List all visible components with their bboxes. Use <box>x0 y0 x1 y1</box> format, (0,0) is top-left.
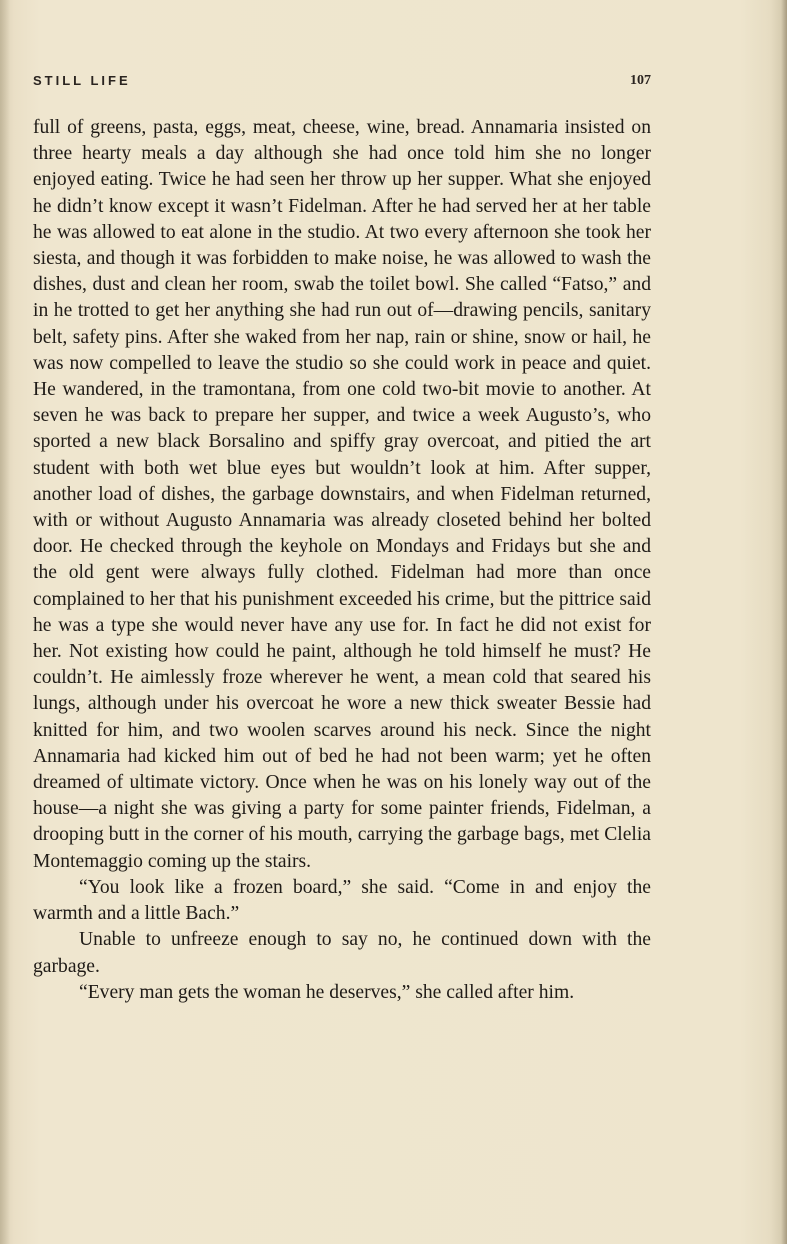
page-edge <box>781 0 787 1244</box>
running-title: STILL LIFE <box>33 73 131 88</box>
page-number: 107 <box>630 73 651 88</box>
paragraph: “Every man gets the woman he deserves,” she called after him. <box>79 981 575 1003</box>
paragraph: Unable to unfreeze enough to say no, he continued down with the garbage. <box>33 929 651 977</box>
body-text <box>33 115 651 1006</box>
paragraph: “You look like a frozen board,” she said. “Come in and enjoy the warmth and a little Bach.” <box>33 876 651 925</box>
running-head <box>33 73 651 93</box>
spine-shadow <box>0 0 10 1244</box>
paragraph: full of greens, pasta, eggs, meat, cheese, wine, bread. Annamaria insisted on three hearty meals a day although she had once told him she no longer enjoyed eating. Twice he had seen her throw up her supper. What she enjoyed he didn’t know except it wasn’t Fidelman. After he had served her at her table he was allowed to eat alone in the studio. At two every afternoon she took her siesta, and though it was forbidden to make noise, he was allowed to wash the dishes, dust and clean her room, swab the toilet bowl. She called “Fatso,” and in he trotted to get her anything she had run out of—drawing pencils, sanitary belt, safety pins. After she waked from her nap, rain or shine, snow or hail, he was now compelled to leave the studio so she could work in peace and quiet. He wandered, in the tramontana, from one cold two-bit movie to another. At seven he was back to prepare her supper, and twice a week Augusto’s, who sported a new black Borsalino and spiffy gray overcoat, and pitied the art student with both wet blue eyes but wouldn’t look at him. After supper, another load of dishes, the garbage downstairs, and when Fidelman returned, with or without Augusto Annamaria was already closeted behind her bolted door. He checked through the keyhole on Mondays and Fridays but she and the old gent were always fully clothed. Fidelman had more than once complained to her that his punishment exceeded his crime, but the pittrice said he was a type she would never have any use for. In fact he did not exist for her. Not existing how could he paint, although he told himself he must? He couldn’t. He aimlessly froze wherever he went, a mean cold that seared his lungs, although under his overcoat he wore a new thick sweater Bessie had knitted for him, and two woolen scarves around his neck. Since the night Annamaria had kicked him out of bed he had not been warm; yet he often dreamed of ultimate victory. Once when he was on his lonely way out of the house—a night she was giving a party for some painter friends, Fidelman, a drooping butt in the corner of his mouth, carrying the garbage bags, met Clelia Montemaggio coming up the stairs. <box>33 117 651 872</box>
